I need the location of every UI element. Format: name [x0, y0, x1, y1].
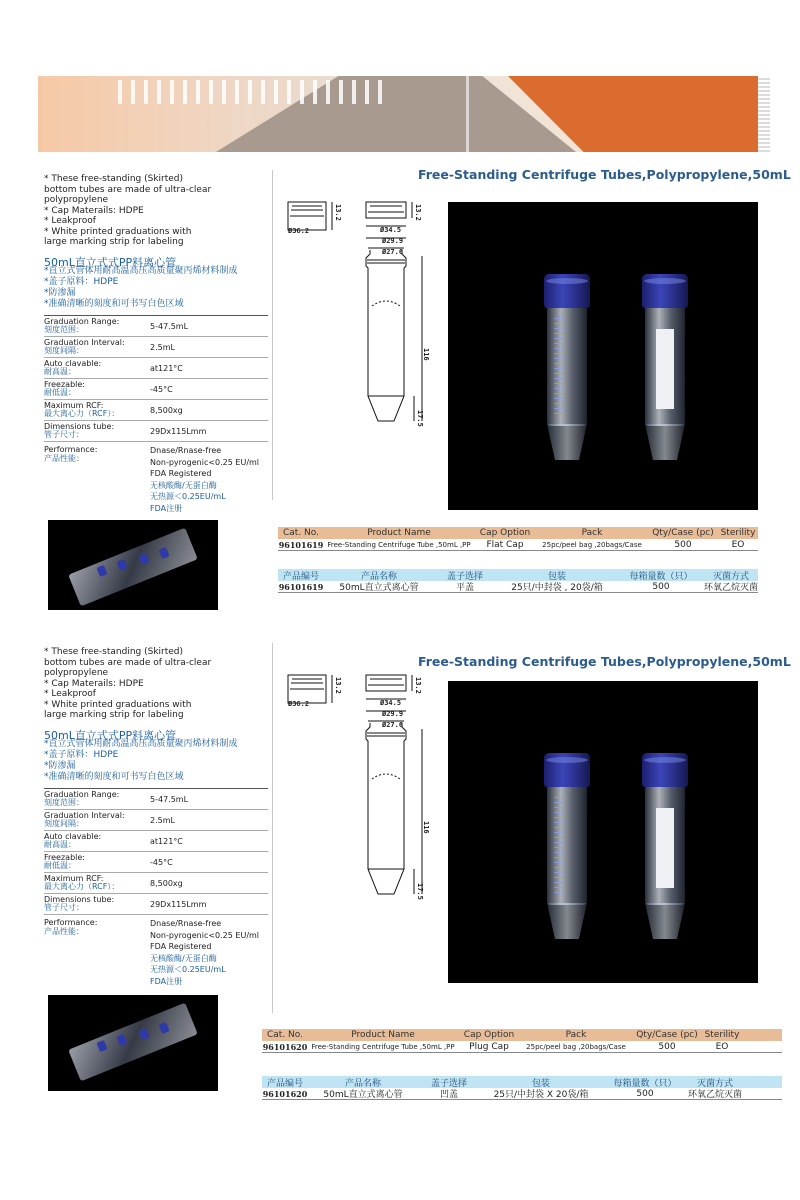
- header-product-name: Product Name: [351, 1030, 415, 1040]
- performance-value-cn: FDA注册: [150, 976, 183, 986]
- spec-value: -45°C: [150, 384, 173, 394]
- dim-outer-diameter: Ø29.9: [382, 237, 404, 245]
- header-qty-cn: 每箱量数（只）: [613, 1078, 677, 1089]
- spec-value: at121°C: [150, 363, 183, 373]
- spec-value: at121°C: [150, 836, 183, 846]
- spec-label-cn: 最大离心力（RCF）：: [44, 409, 120, 418]
- performance-value-cn: 无核酸酶/无蛋白酶: [150, 480, 217, 490]
- spec-label-en: Maximum RCF:: [44, 873, 104, 883]
- packaging-photo: [48, 520, 218, 610]
- spec-label-en: Graduation Range:: [44, 316, 120, 326]
- tube-graduated: [544, 274, 590, 464]
- product-photo: [448, 202, 758, 510]
- spec-label-en: Performance:: [44, 918, 98, 927]
- table-row: [278, 581, 758, 593]
- cell-qty-cn: 500: [652, 581, 670, 592]
- tube-labeled: [642, 753, 688, 943]
- spec-label-en: Graduation Interval:: [44, 810, 125, 820]
- spec-row: [44, 873, 268, 894]
- description-cn-line: *直立式管体用耐高温高压高质量聚丙烯材料制成: [44, 739, 238, 749]
- performance-value-cn: 无核酸酶/无蛋白酶: [150, 953, 217, 963]
- dim-length: 116: [422, 348, 430, 361]
- spec-label-cn: 刻度范围：: [44, 325, 84, 334]
- performance-value: Dnase/Rnase-free: [150, 446, 222, 455]
- tube-outline: [366, 250, 406, 421]
- description-line: * Cap Materails: HDPE: [44, 678, 144, 689]
- description-line: large marking strip for labeling: [44, 710, 184, 720]
- header-product-name-cn: 产品名称: [360, 571, 397, 582]
- cell-product-name-cn: 50mL直立式离心管: [323, 1090, 403, 1100]
- plug-cap-drawing: [366, 675, 406, 691]
- header-cat-no: Cat. No.: [267, 1030, 303, 1040]
- catalog-table-en: [262, 1029, 782, 1053]
- cell-qty: 500: [658, 1041, 676, 1052]
- cell-qty-cn: 500: [636, 1088, 654, 1099]
- product-section-flat-cap: [0, 167, 800, 640]
- header-banner: [38, 76, 770, 152]
- spec-value: 5-47.5mL: [150, 794, 189, 804]
- description-line: * These free-standing (Skirted): [44, 647, 184, 657]
- spec-label-cn: 刻度范围：: [44, 798, 84, 807]
- description-line: * White printed graduations with: [44, 699, 192, 710]
- cell-cat-no: 96101619: [278, 539, 324, 550]
- spec-value: 2.5mL: [150, 342, 175, 352]
- cell-cap-option: Flat Cap: [486, 539, 524, 550]
- cell-pack: 25pc/peel bag ,20bags/Case: [542, 540, 642, 549]
- spec-label-cn: 刻度间隔：: [44, 819, 84, 828]
- spec-row: [44, 810, 268, 831]
- header-product-name-cn: 产品名称: [344, 1078, 381, 1089]
- performance-value-cn: FDA注册: [150, 503, 183, 513]
- table-header: [278, 527, 758, 539]
- spec-label-en: Dimensions tube:: [44, 894, 115, 904]
- header-sterility: Sterility: [720, 528, 756, 538]
- spec-value: -45°C: [150, 857, 173, 867]
- description-cn-line: *防渗漏: [44, 288, 76, 298]
- spec-label-en: Performance:: [44, 445, 98, 454]
- dim-plug-height: 13.2: [414, 677, 422, 694]
- dim-inner-diameter: Ø27.6: [382, 248, 404, 256]
- header-product-name: Product Name: [367, 528, 431, 538]
- dim-inner-diameter: Ø27.6: [382, 721, 404, 729]
- description-line: * Cap Materails: HDPE: [44, 205, 144, 216]
- spec-label-en: Graduation Interval:: [44, 337, 125, 347]
- tube-graduated: [544, 753, 590, 943]
- cell-product-name: Free-Standing Centrifuge Tube ,50mL ,PP: [327, 540, 471, 549]
- product-section-plug-cap: [0, 643, 800, 1113]
- spec-row: [44, 316, 268, 337]
- header-sterility-cn: 灭菌方式: [696, 1078, 733, 1089]
- header-qty: Qty/Case (pc): [636, 1030, 698, 1040]
- column-divider: [272, 643, 273, 1013]
- performance-value: FDA Registered: [150, 469, 212, 478]
- spec-label-cn: 最大离心力（RCF）：: [44, 882, 120, 891]
- spec-label-cn: 耐高温：: [44, 367, 76, 376]
- table-header: [262, 1029, 782, 1041]
- spec-row: [44, 852, 268, 873]
- header-cap-option: Cap Option: [463, 1030, 515, 1040]
- description-cn-line: *准确清晰的刻度和可书写白色区域: [44, 772, 184, 782]
- spec-label-cn: 耐低温：: [44, 388, 76, 397]
- performance-value: Non-pyrogenic<0.25 EU/ml: [150, 930, 260, 940]
- header-qty-cn: 每箱量数（只）: [629, 571, 693, 582]
- dim-length: 116: [422, 821, 430, 834]
- spec-value: 29Dx115Lmm: [150, 899, 207, 909]
- table-row: [278, 539, 758, 551]
- cell-product-name-cn: 50mL直立式离心管: [339, 583, 419, 593]
- header-cat-no-cn: 产品编号: [282, 571, 319, 582]
- performance-value-cn: 无热源＜0.25EU/mL: [150, 492, 226, 501]
- column-divider: [272, 170, 273, 500]
- description-cn-line: *防渗漏: [44, 761, 76, 771]
- product-title-cn: 50mL直立式式PP料离心管: [44, 256, 177, 269]
- header-sterility: Sterility: [704, 1030, 740, 1040]
- spec-row: [44, 358, 268, 379]
- description-cn-line: *直立式管体用耐高温高压高质量聚丙烯材料制成: [44, 266, 238, 276]
- header-pack-cn: 包装: [547, 571, 566, 582]
- dim-cap-height: 13.2: [334, 677, 342, 694]
- spec-value: 2.5mL: [150, 815, 175, 825]
- banner-stripes: [758, 76, 770, 152]
- spec-label-en: Graduation Range:: [44, 789, 120, 799]
- catalog-table-en: [278, 527, 758, 551]
- dim-outer-diameter: Ø29.9: [382, 710, 404, 718]
- spec-label-cn: 管子尺寸：: [44, 430, 84, 439]
- description-cn-line: *盖子原料：HDPE: [44, 277, 119, 287]
- spec-table: [44, 788, 268, 987]
- spec-row: [44, 894, 268, 915]
- spec-label-en: Freezable:: [44, 852, 85, 862]
- spec-row: [44, 337, 268, 358]
- banner-divider: [466, 76, 469, 152]
- spec-row: [44, 789, 268, 810]
- header-sterility-cn: 灭菌方式: [712, 571, 749, 582]
- dim-plug-diameter: Ø34.5: [380, 699, 402, 707]
- product-title: Free-Standing Centrifuge Tubes,Polypropylene,50mL: [418, 167, 791, 182]
- header-qty: Qty/Case (pc): [652, 528, 714, 538]
- catalog-table-cn: [262, 1076, 782, 1100]
- spec-label-cn: 产品性能：: [44, 453, 84, 463]
- spec-label-en: Maximum RCF:: [44, 400, 104, 410]
- product-title: Free-Standing Centrifuge Tubes,Polypropylene,50mL: [418, 654, 791, 669]
- product-title-cn: 50mL直立式式PP料离心管: [44, 729, 177, 742]
- spec-label-en: Auto clavable:: [44, 831, 102, 841]
- spec-row: [44, 400, 268, 421]
- header-pack: Pack: [565, 1030, 587, 1040]
- spec-row: [44, 831, 268, 852]
- spec-label-en: Auto clavable:: [44, 358, 102, 368]
- table-row: [262, 1088, 782, 1100]
- product-photo: [448, 681, 758, 983]
- dim-plug-height: 13.2: [414, 204, 422, 221]
- cell-cap-option: Plug Cap: [469, 1041, 509, 1052]
- cell-product-name: Free-Standing Centrifuge Tube ,50mL ,PP: [311, 1042, 455, 1051]
- spec-table: [44, 315, 268, 514]
- dim-cap-diameter: Ø36.2: [288, 700, 310, 708]
- description-line: * White printed graduations with: [44, 226, 192, 237]
- spec-label-cn: 管子尺寸：: [44, 903, 84, 912]
- banner-bars: [118, 80, 382, 104]
- cell-cat-no: 96101620: [262, 1041, 308, 1052]
- cell-cap-option-cn: 凹盖: [439, 1090, 458, 1100]
- table-row: [262, 1041, 782, 1053]
- cell-sterility: EO: [731, 539, 745, 550]
- spec-label-en: Dimensions tube:: [44, 421, 115, 431]
- spec-label-cn: 刻度间隔：: [44, 346, 84, 355]
- description-cn-line: *盖子原料：HDPE: [44, 750, 119, 760]
- cell-pack-cn: 25只/中封袋 X 20袋/箱: [493, 1090, 589, 1100]
- header-pack-cn: 包装: [531, 1078, 550, 1089]
- dim-plug-diameter: Ø34.5: [380, 226, 402, 234]
- header-cap-option-cn: 盖子选择: [430, 1078, 467, 1089]
- dim-cone-height: 17.5: [416, 883, 424, 900]
- header-cap-option: Cap Option: [479, 528, 531, 538]
- cell-qty: 500: [674, 539, 692, 550]
- spec-row-performance: [44, 442, 268, 514]
- catalog-table-cn: [278, 569, 758, 593]
- description-line: * Leakproof: [44, 216, 96, 226]
- cell-pack-cn: 25只/中封袋 , 20袋/箱: [511, 583, 603, 593]
- performance-value: Dnase/Rnase-free: [150, 919, 222, 928]
- performance-value: Non-pyrogenic<0.25 EU/ml: [150, 457, 260, 467]
- dim-cone-height: 17.5: [416, 410, 424, 427]
- tube-outline: [366, 723, 406, 894]
- dim-cap-diameter: Ø36.2: [288, 227, 310, 235]
- spec-label-cn: 耐低温：: [44, 861, 76, 870]
- cell-cat-no-cn: 96101619: [278, 581, 324, 592]
- spec-label-cn: 耐高温：: [44, 840, 76, 849]
- description-line: * These free-standing (Skirted): [44, 174, 184, 184]
- description-cn: [44, 739, 238, 783]
- description-line: * Leakproof: [44, 689, 96, 699]
- cell-sterility-cn: 环氧乙烷灭菌: [704, 583, 758, 593]
- description-line: bottom tubes are made of ultra-clear: [44, 657, 212, 668]
- spec-row: [44, 379, 268, 400]
- plug-cap-drawing: [366, 202, 406, 218]
- spec-row: [44, 421, 268, 442]
- description-line: bottom tubes are made of ultra-clear: [44, 184, 212, 195]
- spec-label-cn: 产品性能：: [44, 926, 84, 936]
- description-line: polypropylene: [44, 195, 109, 205]
- cell-sterility-cn: 环氧乙烷灭菌: [688, 1090, 742, 1100]
- header-cat-no: Cat. No.: [283, 528, 319, 538]
- packaging-photo: [48, 995, 218, 1091]
- description-line: polypropylene: [44, 668, 109, 678]
- description-en: [44, 174, 264, 248]
- header-cap-option-cn: 盖子选择: [446, 571, 483, 582]
- dim-cap-height: 13.2: [334, 204, 342, 221]
- cell-cat-no-cn: 96101620: [262, 1088, 308, 1099]
- header-pack: Pack: [581, 528, 603, 538]
- cell-sterility: EO: [715, 1041, 729, 1052]
- description-line: large marking strip for labeling: [44, 237, 184, 247]
- spec-value: 5-47.5mL: [150, 321, 189, 331]
- description-en: [44, 647, 264, 721]
- spec-value: 8,500xg: [150, 405, 183, 415]
- spec-label-en: Freezable:: [44, 379, 85, 389]
- tube-labeled: [642, 274, 688, 464]
- performance-value: FDA Registered: [150, 942, 212, 951]
- header-cat-no-cn: 产品编号: [266, 1078, 303, 1089]
- spec-row-performance: [44, 915, 268, 987]
- performance-value-cn: 无热源＜0.25EU/mL: [150, 965, 226, 974]
- spec-value: 29Dx115Lmm: [150, 426, 207, 436]
- description-cn-line: *准确清晰的刻度和可书写白色区域: [44, 299, 184, 309]
- spec-value: 8,500xg: [150, 878, 183, 888]
- cell-pack: 25pc/peel bag ,20bags/Case: [526, 1042, 626, 1051]
- cell-cap-option-cn: 平盖: [455, 583, 474, 593]
- description-cn: [44, 266, 238, 310]
